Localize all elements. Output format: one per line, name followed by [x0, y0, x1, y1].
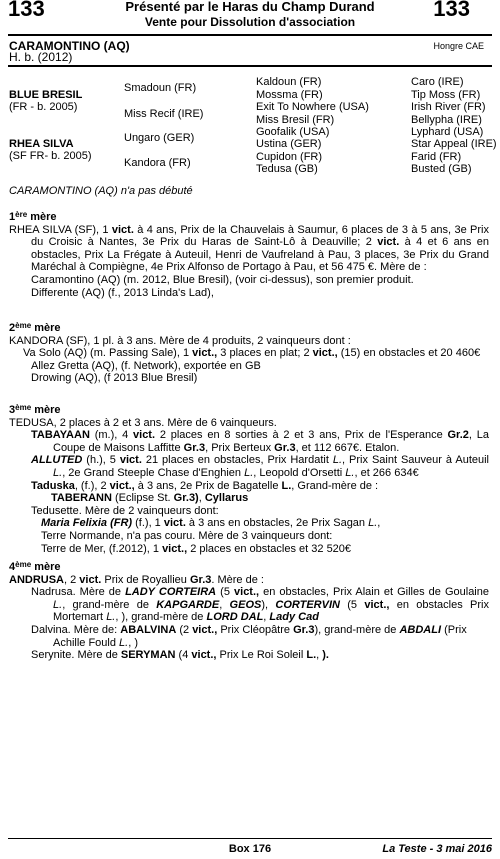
section-third-dam: [9, 404, 489, 555]
gen4-ancestor: Lyphard (USA): [411, 126, 484, 138]
gen2-dam-dam: Kandora (FR): [124, 157, 191, 169]
gen3-ancestor: Kaldoun (FR): [256, 76, 322, 88]
lot-number-left: 133: [8, 0, 45, 21]
dam-record: RHEA SILVA (SF), 1 vict. à 4 ans, Prix de la Chauvelais à Saumur, 6 places de 3 à 5 ans, 3e Prix du Croisic à Nantes, 3e Prix du Haras de Saint-Lô à Deauville; 2 vict. à 4 et 6 ans en obstacles, Prix La Frégate à Auteuil, Henri de Vaufreland à Pau, 3 places, 3e Prix du Grand Maréchal à Compiègne, 4e Prix Alfonso de Portago à Pau, et 56 475 €. Mère de :: [9, 223, 489, 274]
footer-rule: [8, 838, 492, 839]
gen2-dam-sire: Ungaro (GER): [124, 132, 195, 144]
footer-box: Box 176: [228, 843, 272, 855]
offspring-line: Taduska, (f.), 2 vict., à 3 ans, 2e Prix de Bagatelle L., Grand-mère de :: [31, 479, 379, 492]
section-second-dam: [9, 322, 489, 385]
gen4-ancestor: Bellypha (IRE): [411, 114, 482, 126]
dam-name: RHEA SILVA: [9, 138, 74, 150]
gen4-ancestor: Caro (IRE): [411, 76, 464, 88]
horse-name: CARAMONTINO (AQ): [9, 39, 130, 53]
gen4-ancestor: Farid (FR): [411, 151, 462, 163]
gen3-ancestor: Goofalik (USA): [256, 126, 330, 138]
gen3-ancestor: Exit To Nowhere (USA): [256, 101, 369, 113]
offspring-line: Terre de Mer, (f.2012), 1 vict., 2 places en obstacles et 32 520€: [41, 542, 352, 555]
offspring-line: Caramontino (AQ) (m. 2012, Blue Bresil), (voir ci-dessus), son premier produit.: [31, 273, 414, 286]
dam-record: TEDUSA, 2 places à 2 et 3 ans. Mère de 6 vainqueurs.: [9, 416, 277, 429]
offspring-line: Serynite. Mère de SERYMAN (4 vict., Prix Le Roi Soleil L., ).: [31, 649, 329, 662]
offspring-line: Differente (AQ) (f., 2013 Linda's Lad),: [31, 286, 214, 299]
offspring-line: Dalvina. Mère de: ABALVINA (2 vict., Prix Cléopâtre Gr.3), grand-mère de ABDALI (Prix Achille Fould L., ): [31, 623, 467, 649]
horse-description: H. b. (2012): [9, 50, 73, 64]
offspring-line: Terre Normande, n'a pas couru. Mère de 3 vainqueurs dont:: [41, 529, 333, 542]
header-subtitle: Vente pour Dissolution d'association: [144, 15, 356, 29]
sire-info: (FR - b. 2005): [9, 101, 78, 113]
offspring-line: Maria Felixia (FR) (f.), 1 vict. à 3 ans en obstacles, 2e Prix Sagan L.,: [41, 517, 381, 530]
dam-info: (SF FR- b. 2005): [9, 150, 92, 162]
gen4-ancestor: Busted (GB): [411, 163, 472, 175]
section-title: 4ème mère: [9, 560, 61, 573]
offspring-line: Va Solo (AQ) (m. Passing Sale), 1 vict., 3 places en plat; 2 vict., (15) en obstacles et 20 460€: [23, 347, 481, 360]
section-fourth-dam: [9, 561, 489, 662]
section-title: 2ème mère: [9, 321, 61, 334]
gen3-ancestor: Miss Bresil (FR): [256, 114, 335, 126]
offspring-line: Tedusette. Mère de 2 vainqueurs dont:: [31, 504, 219, 517]
section-first-dam: [9, 211, 489, 299]
gen3-ancestor: Mossma (FR): [256, 89, 323, 101]
offspring-line: Allez Gretta (AQ), (f. Network), exportée en GB: [31, 359, 261, 372]
gen2-sire-dam: Miss Recif (IRE): [124, 108, 204, 120]
gen4-ancestor: Tip Moss (FR): [411, 89, 481, 101]
top-rule: [8, 34, 492, 36]
sire-name: BLUE BRESIL: [9, 89, 83, 101]
gen4-ancestor: Star Appeal (IRE): [411, 138, 497, 150]
gen4-ancestor: Irish River (FR): [411, 101, 486, 113]
gen3-ancestor: Cupidon (FR): [256, 151, 323, 163]
section-title: 1ère mère: [9, 210, 57, 223]
pedigree-rule: [8, 65, 492, 67]
offspring-line: Drowing (AQ), (f 2013 Blue Bresil): [31, 372, 198, 385]
offspring-line: TABERANN (Eclipse St. Gr.3), Cyllarus: [51, 492, 249, 505]
dam-record: ANDRUSA, 2 vict. Prix de Royallieu Gr.3. Mère de :: [9, 573, 264, 586]
header-title: Présenté par le Haras du Champ Durand: [125, 0, 375, 14]
footer-date: La Teste - 3 mai 2016: [382, 843, 492, 855]
offspring-line: TABAYAAN (m.), 4 vict. 2 places en 8 sorties à 2 et 3 ans, Prix de l'Esperance Gr.2, La Coupe de Maisons Laffitte Gr.3, Prix Berteux Gr.3, et 112 667€. Etalon.: [31, 429, 489, 454]
offspring-line: Nadrusa. Mère de LADY CORTEIRA (5 vict., en obstacles, Prix Alain et Gilles de Goulaine L., grand-mère de KAPGARDE, GEOS), CORTERVIN (5 vict., en obstacles Prix Mortemart L., ), grand-mère de LORD DAL, Lady Cad: [31, 586, 489, 624]
gen3-ancestor: Ustina (GER): [256, 138, 322, 150]
offspring-line: ALLUTED (h.), 5 vict. 21 places en obstacles, Prix Hardatit L., Prix Saint Sauveur à Auteuil L., 2e Grand Steeple Chase d'Enghien L., Leopold d'Orsetti L., et 266 634€: [31, 454, 489, 479]
dam-record: KANDORA (SF), 1 pl. à 3 ans. Mère de 4 produits, 2 vainqueurs dont :: [9, 334, 351, 347]
section-title: 3ème mère: [9, 403, 61, 416]
horse-sex: Hongre CAE: [433, 41, 484, 51]
gen2-sire: Smadoun (FR): [124, 82, 197, 94]
gen3-ancestor: Tedusa (GB): [256, 163, 318, 175]
racing-note: CARAMONTINO (AQ) n'a pas débuté: [9, 185, 193, 197]
lot-number-right: 133: [433, 0, 470, 21]
